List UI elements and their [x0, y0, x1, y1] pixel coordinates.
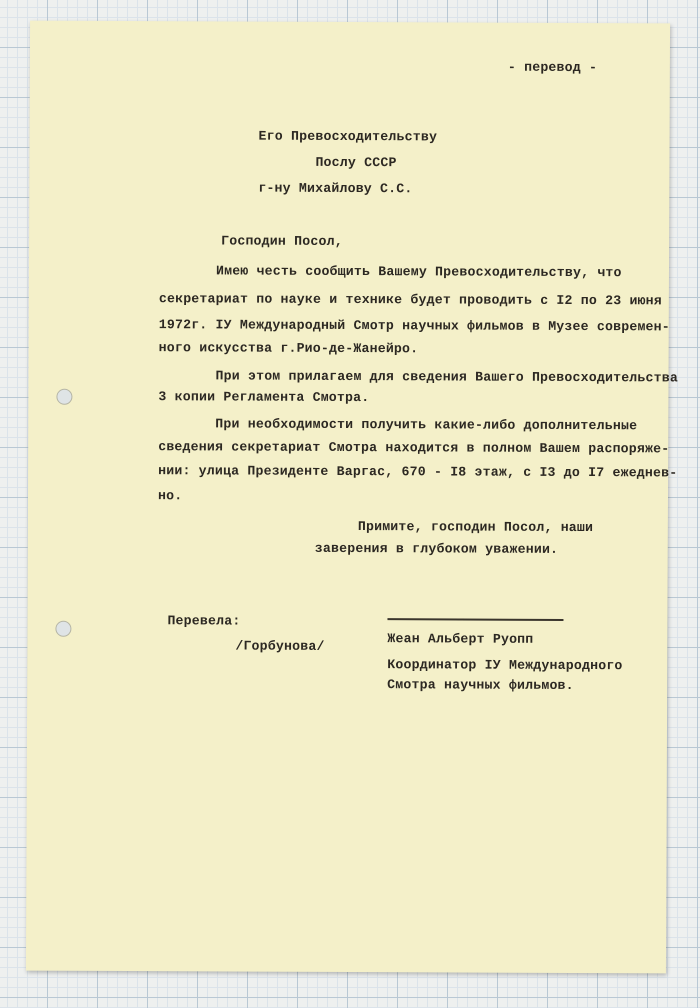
closing-line-1: Примите, господин Посол, наши — [357, 519, 594, 536]
signature-line — [387, 618, 563, 621]
translation-mark: - перевод - — [507, 59, 598, 76]
addressee-line-2: Послу СССР — [315, 154, 397, 171]
document-sheet — [26, 21, 679, 974]
body-line: но. — [157, 488, 183, 504]
signatory-title-line-2: Смотра научных фильмов. — [387, 677, 574, 693]
punch-hole-bottom — [55, 621, 71, 637]
body-line: Имею честь сообщить Вашему Превосходительству, что — [215, 263, 622, 281]
body-line: При необходимости получить какие-либо дополнительные — [215, 416, 638, 434]
body-line: нии: улица Президенте Варгас, 670 - I8 этаж, с I3 до I7 ежеднев- — [158, 463, 678, 481]
body-line: 1972г. IУ Международный Смотр научных фильмов в Музее современ- — [158, 317, 670, 335]
closing-line-2: заверения в глубоком уважении. — [314, 540, 559, 557]
body-line: сведения секретариат Смотра находится в полном Вашем распоряже- — [158, 439, 670, 457]
punch-hole-top — [56, 389, 72, 405]
addressee-line-3: г-ну Михайлову С.С. — [258, 180, 413, 197]
body-line: секретариат по науке и технике будет проводить с I2 по 23 июня — [158, 291, 662, 309]
translator-label: Перевела: — [167, 613, 241, 629]
body-line: ного искусства г.Рио-де-Жанейро. — [158, 340, 419, 357]
translator-name: /Горбунова/ — [235, 638, 325, 654]
salutation: Господин Посол, — [221, 233, 343, 249]
signatory-name: Жеан Альберт Руопп — [387, 631, 534, 647]
signatory-title-line-1: Координатор IУ Международного — [387, 657, 623, 674]
addressee-line-1: Его Превосходительству — [258, 128, 438, 145]
body-line: При этом прилагаем для сведения Вашего Превосходительства — [215, 368, 679, 386]
body-line: 3 копии Регламента Смотра. — [158, 389, 370, 406]
